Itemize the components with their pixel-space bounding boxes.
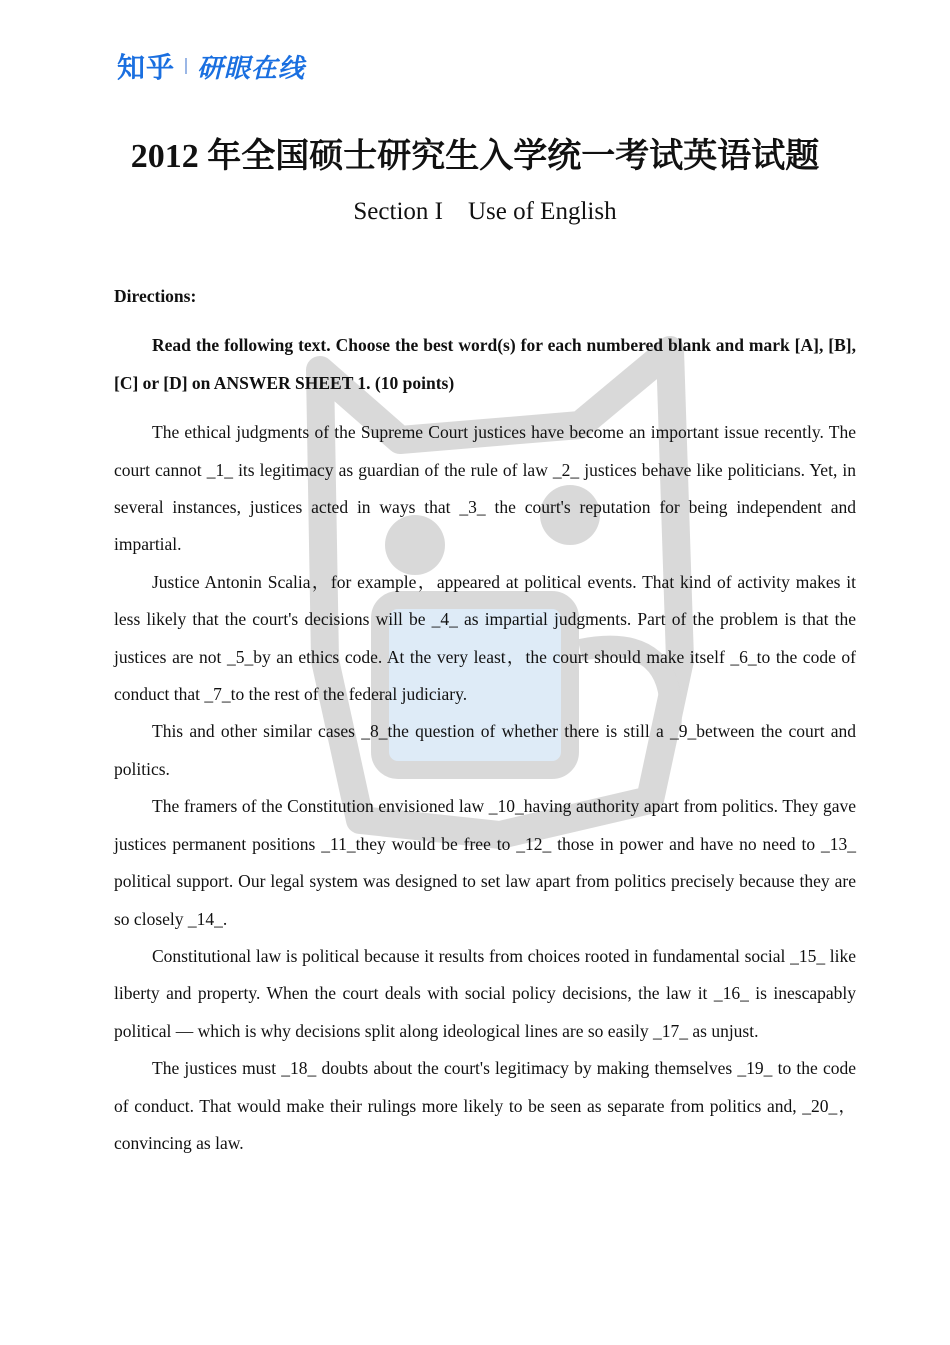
instruction-text: Read the following text. Choose the best word(s) for each numbered blank and mark [A], [B], [C] or [D] on ANSWER SHEET 1. (10 points) <box>114 335 856 393</box>
zhihu-wordmark: 知乎 <box>117 51 176 84</box>
zhihu-logo <box>117 46 305 86</box>
exam-title: 2012 年全国硕士研究生入学统一考试英语试题 <box>130 138 820 175</box>
logo-divider <box>185 58 187 74</box>
section-heading: Section I Use of English <box>353 198 617 225</box>
directions-label: Directions: <box>114 286 197 306</box>
passage-paragraph: Constitutional law is political because it results from choices rooted in fundamental social _15_ like liberty and property. When the court deals with social policy decisions, the law it _16_ is inescapably political — which is why decisions split along ideological lines are so easily _17_ as unjust. <box>114 945 856 1041</box>
brand-wordmark: 研眼在线 <box>197 53 306 84</box>
passage-paragraph: The justices must _18_ doubts about the court's legitimacy by making themselves _19_ to the code of conduct. That would make their rulings more likely to be seen as separate from politics and, _20_， convincing as law. <box>114 1058 856 1153</box>
passage-paragraph: Justice Antonin Scalia，for example，appeared at political events. That kind of activity makes it less likely that the court's decisions will be _4_ as impartial judgments. Part of the problem is that the justices are not _5_by an ethics code. At the very least，the court should make itself _6_to the code of conduct that _7_to the rest of the federal judiciary. <box>114 571 856 705</box>
passage-paragraph: The framers of the Constitution envisioned law _10_having authority apart from politics. They gave justices permanent positions _11_they would be free to _12_ those in power and have no need to _13_ political support. Our legal system was designed to set law apart from politics precisely because they are so closely _14_. <box>114 796 856 929</box>
passage-paragraph: The ethical judgments of the Supreme Court justices have become an important issue recently. The court cannot _1_ its legitimacy as guardian of the rule of law _2_ justices behave like politicians. Yet, in several instances, justices acted in ways that _3_ the court's reputation for being independent and impartial. <box>114 422 856 555</box>
passage-paragraph: This and other similar cases _8_the question of whether there is still a _9_between the court and politics. <box>114 721 856 779</box>
document-body <box>114 278 856 1162</box>
